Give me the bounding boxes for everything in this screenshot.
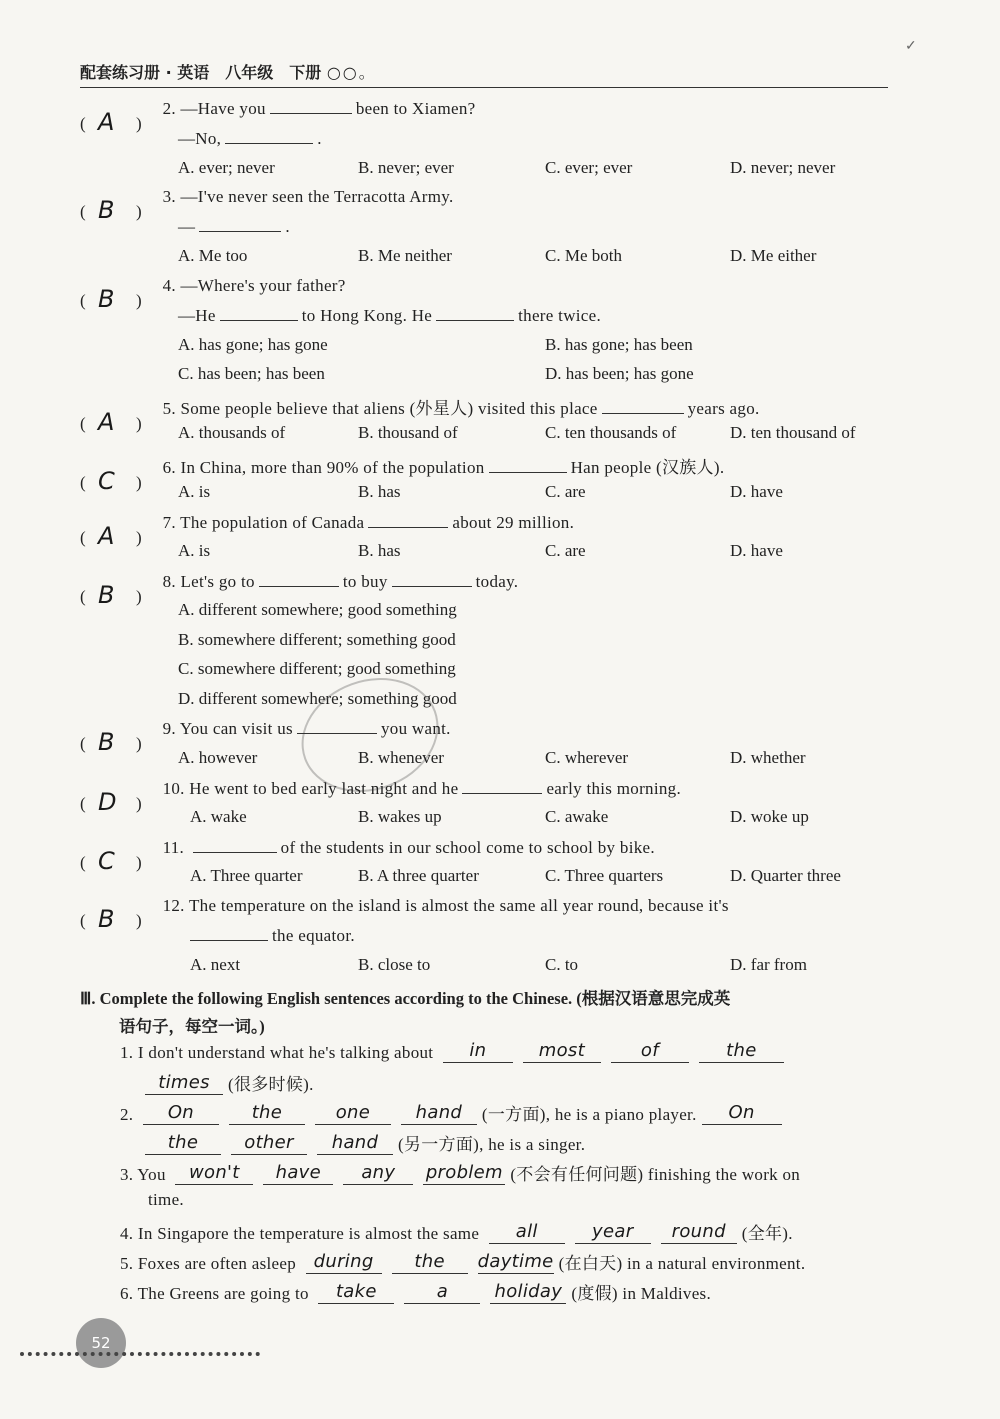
sentence-2: 2. On the one hand (一方面), he is a piano player. On [120, 1100, 787, 1125]
option: D. Me either [730, 246, 817, 265]
filled-answer: daytime [477, 1251, 554, 1272]
option: D. far from [730, 955, 807, 974]
filled-answer: round [661, 1221, 737, 1244]
filled-answer: On [143, 1102, 219, 1125]
filled-answer: a [404, 1281, 480, 1304]
option: B. has [358, 482, 401, 501]
option: A. next [190, 955, 241, 974]
option: C. to [545, 955, 579, 974]
filled-answer: On [702, 1102, 782, 1125]
option: D. never; never [730, 158, 836, 177]
filled-answer: other [231, 1132, 307, 1155]
question-5: ( A ) 5. Some people believe that aliens (外星人) visited this place years ago. [80, 399, 760, 436]
option: B. has [358, 541, 401, 560]
handwritten-answer: A [98, 108, 115, 136]
option: B. never; ever [358, 158, 454, 177]
option: B. has gone; has been [545, 335, 693, 354]
filled-answer: the [145, 1132, 221, 1155]
filled-answer: times [145, 1072, 223, 1095]
option: B. somewhere different; something good [178, 630, 456, 649]
option: D. whether [730, 748, 806, 767]
blank [489, 457, 567, 473]
option: B. wakes up [358, 807, 442, 826]
header-title: 配套练习册 · 英语 八年级 下册 [80, 63, 322, 82]
sentence-1: 1. I don't understand what he's talking about in most of the [120, 1040, 789, 1063]
filled-answer: all [489, 1221, 565, 1244]
question-4-line2: —He to Hong Kong. He there twice. [178, 306, 602, 325]
header-circles: ○○。 [326, 63, 377, 82]
filled-answer: take [318, 1281, 394, 1304]
option: C. has been; has been [178, 364, 325, 383]
blank [190, 925, 268, 941]
handwritten-answer: A [98, 408, 115, 436]
page-number: 52 [76, 1318, 126, 1368]
sentence-3: 3. You won't have any problem (不会有任何问题) finishing the work on [120, 1162, 801, 1184]
handwritten-answer: B [98, 905, 115, 933]
filled-answer: hand [401, 1102, 477, 1125]
filled-answer: most [523, 1040, 601, 1063]
option: A. is [178, 541, 211, 560]
blank [225, 128, 313, 144]
question-12-line2: the equator. [190, 925, 355, 946]
option: A. ever; never [178, 158, 275, 177]
handwritten-answer: B [98, 728, 115, 756]
question-2: ( A ) 2. —Have you been to Xiamen? [80, 99, 476, 136]
filled-answer: one [315, 1102, 391, 1125]
sentence-6: 6. The Greens are going to take a holiday (度假) in Maldives. [120, 1281, 712, 1303]
option: A. however [178, 748, 258, 767]
option: D. has been; has gone [545, 364, 694, 383]
option: D. have [730, 541, 783, 560]
option: C. ten thousands of [545, 423, 677, 442]
option: A. thousands of [178, 423, 286, 442]
page-header [80, 60, 888, 88]
filled-answer: in [443, 1040, 513, 1063]
filled-answer: hand [317, 1132, 393, 1155]
blank [259, 571, 339, 587]
filled-answer: year [575, 1221, 651, 1244]
blank [462, 778, 542, 794]
question-3: ( B ) 3. —I've never seen the Terracotta Army. [80, 187, 454, 224]
blank [297, 718, 377, 734]
blank [436, 305, 514, 321]
option: C. Me both [545, 246, 622, 265]
section-3-title-cont: 语句子，每空一词。) [119, 1017, 265, 1036]
filled-answer: holiday [490, 1281, 566, 1304]
blank [602, 398, 684, 414]
question-2-line2: —No, . [178, 129, 322, 148]
question-12: ( B ) 12. The temperature on the island is almost the same all year round, because it's [80, 896, 729, 933]
option: C. are [545, 482, 586, 501]
option: A. different somewhere; good something [178, 600, 457, 619]
filled-answer: during [306, 1251, 382, 1274]
option: C. Three quarters [545, 866, 664, 885]
filled-answer: problem [423, 1162, 505, 1185]
question-11: ( C ) 11. of the students in our school come to school by bike. [80, 838, 655, 875]
option: A. Three quarter [190, 866, 303, 885]
option: B. A three quarter [358, 866, 479, 885]
filled-answer: any [343, 1162, 413, 1185]
option: D. Quarter three [730, 866, 841, 885]
corner-mark: ✓ [905, 39, 917, 54]
sentence-3-cont: time. [148, 1190, 184, 1209]
option: D. ten thousand of [730, 423, 856, 442]
handwritten-answer: B [98, 285, 115, 313]
blank [368, 512, 448, 528]
sentence-5: 5. Foxes are often asleep during the daytime (在白天) in a natural environment. [120, 1251, 806, 1273]
option: D. have [730, 482, 783, 501]
option: C. wherever [545, 748, 629, 767]
sentence-1-cont: times (很多时候). [145, 1070, 314, 1095]
filled-answer: the [392, 1251, 468, 1274]
question-4: ( B ) 4. —Where's your father? [80, 276, 346, 313]
filled-answer: the [229, 1102, 305, 1125]
handwritten-answer: B [98, 581, 115, 609]
option: D. different somewhere; something good [178, 689, 457, 708]
option: A. is [178, 482, 211, 501]
filled-answer: have [263, 1162, 333, 1185]
option: C. somewhere different; good something [178, 659, 456, 678]
blank [220, 305, 298, 321]
handwritten-answer: B [98, 196, 115, 224]
filled-answer: of [611, 1040, 689, 1063]
question-6: ( C ) 6. In China, more than 90% of the population Han people (汉族人). [80, 458, 725, 495]
handwritten-answer: C [98, 847, 116, 875]
filled-answer: the [699, 1040, 784, 1063]
question-7: ( A ) 7. The population of Canada about 29 million. [80, 513, 575, 550]
blank [392, 571, 472, 587]
question-3-line2: — . [178, 217, 290, 236]
blank [193, 837, 277, 853]
option: A. Me too [178, 246, 248, 265]
sentence-4: 4. In Singapore the temperature is almost the same all year round (全年). [120, 1221, 793, 1243]
option: A. wake [190, 807, 247, 826]
blank [270, 98, 352, 114]
blank [199, 216, 281, 232]
option: C. awake [545, 807, 609, 826]
question-10: ( D ) 10. He went to bed early last night and he early this morning. [80, 779, 682, 816]
filled-answer: won't [175, 1162, 253, 1185]
option: C. are [545, 541, 586, 560]
option: D. woke up [730, 807, 809, 826]
handwritten-answer: D [98, 788, 117, 816]
option: B. whenever [358, 748, 444, 767]
option: B. Me neither [358, 246, 452, 265]
handwritten-answer: A [98, 522, 115, 550]
footer-dots [20, 1352, 260, 1356]
section-3-title: Ⅲ. Complete the following English sentences according to the Chinese. (根据汉语意思完成英 [80, 989, 731, 1008]
option: C. ever; ever [545, 158, 633, 177]
question-9: ( B ) 9. You can visit us you want. [80, 719, 451, 756]
option: B. thousand of [358, 423, 458, 442]
option: B. close to [358, 955, 431, 974]
option: A. has gone; has gone [178, 335, 328, 354]
handwritten-answer: C [98, 467, 116, 495]
question-8: ( B ) 8. Let's go to to buy today. [80, 572, 519, 609]
sentence-2-cont: the other hand (另一方面), he is a singer. [145, 1130, 585, 1155]
